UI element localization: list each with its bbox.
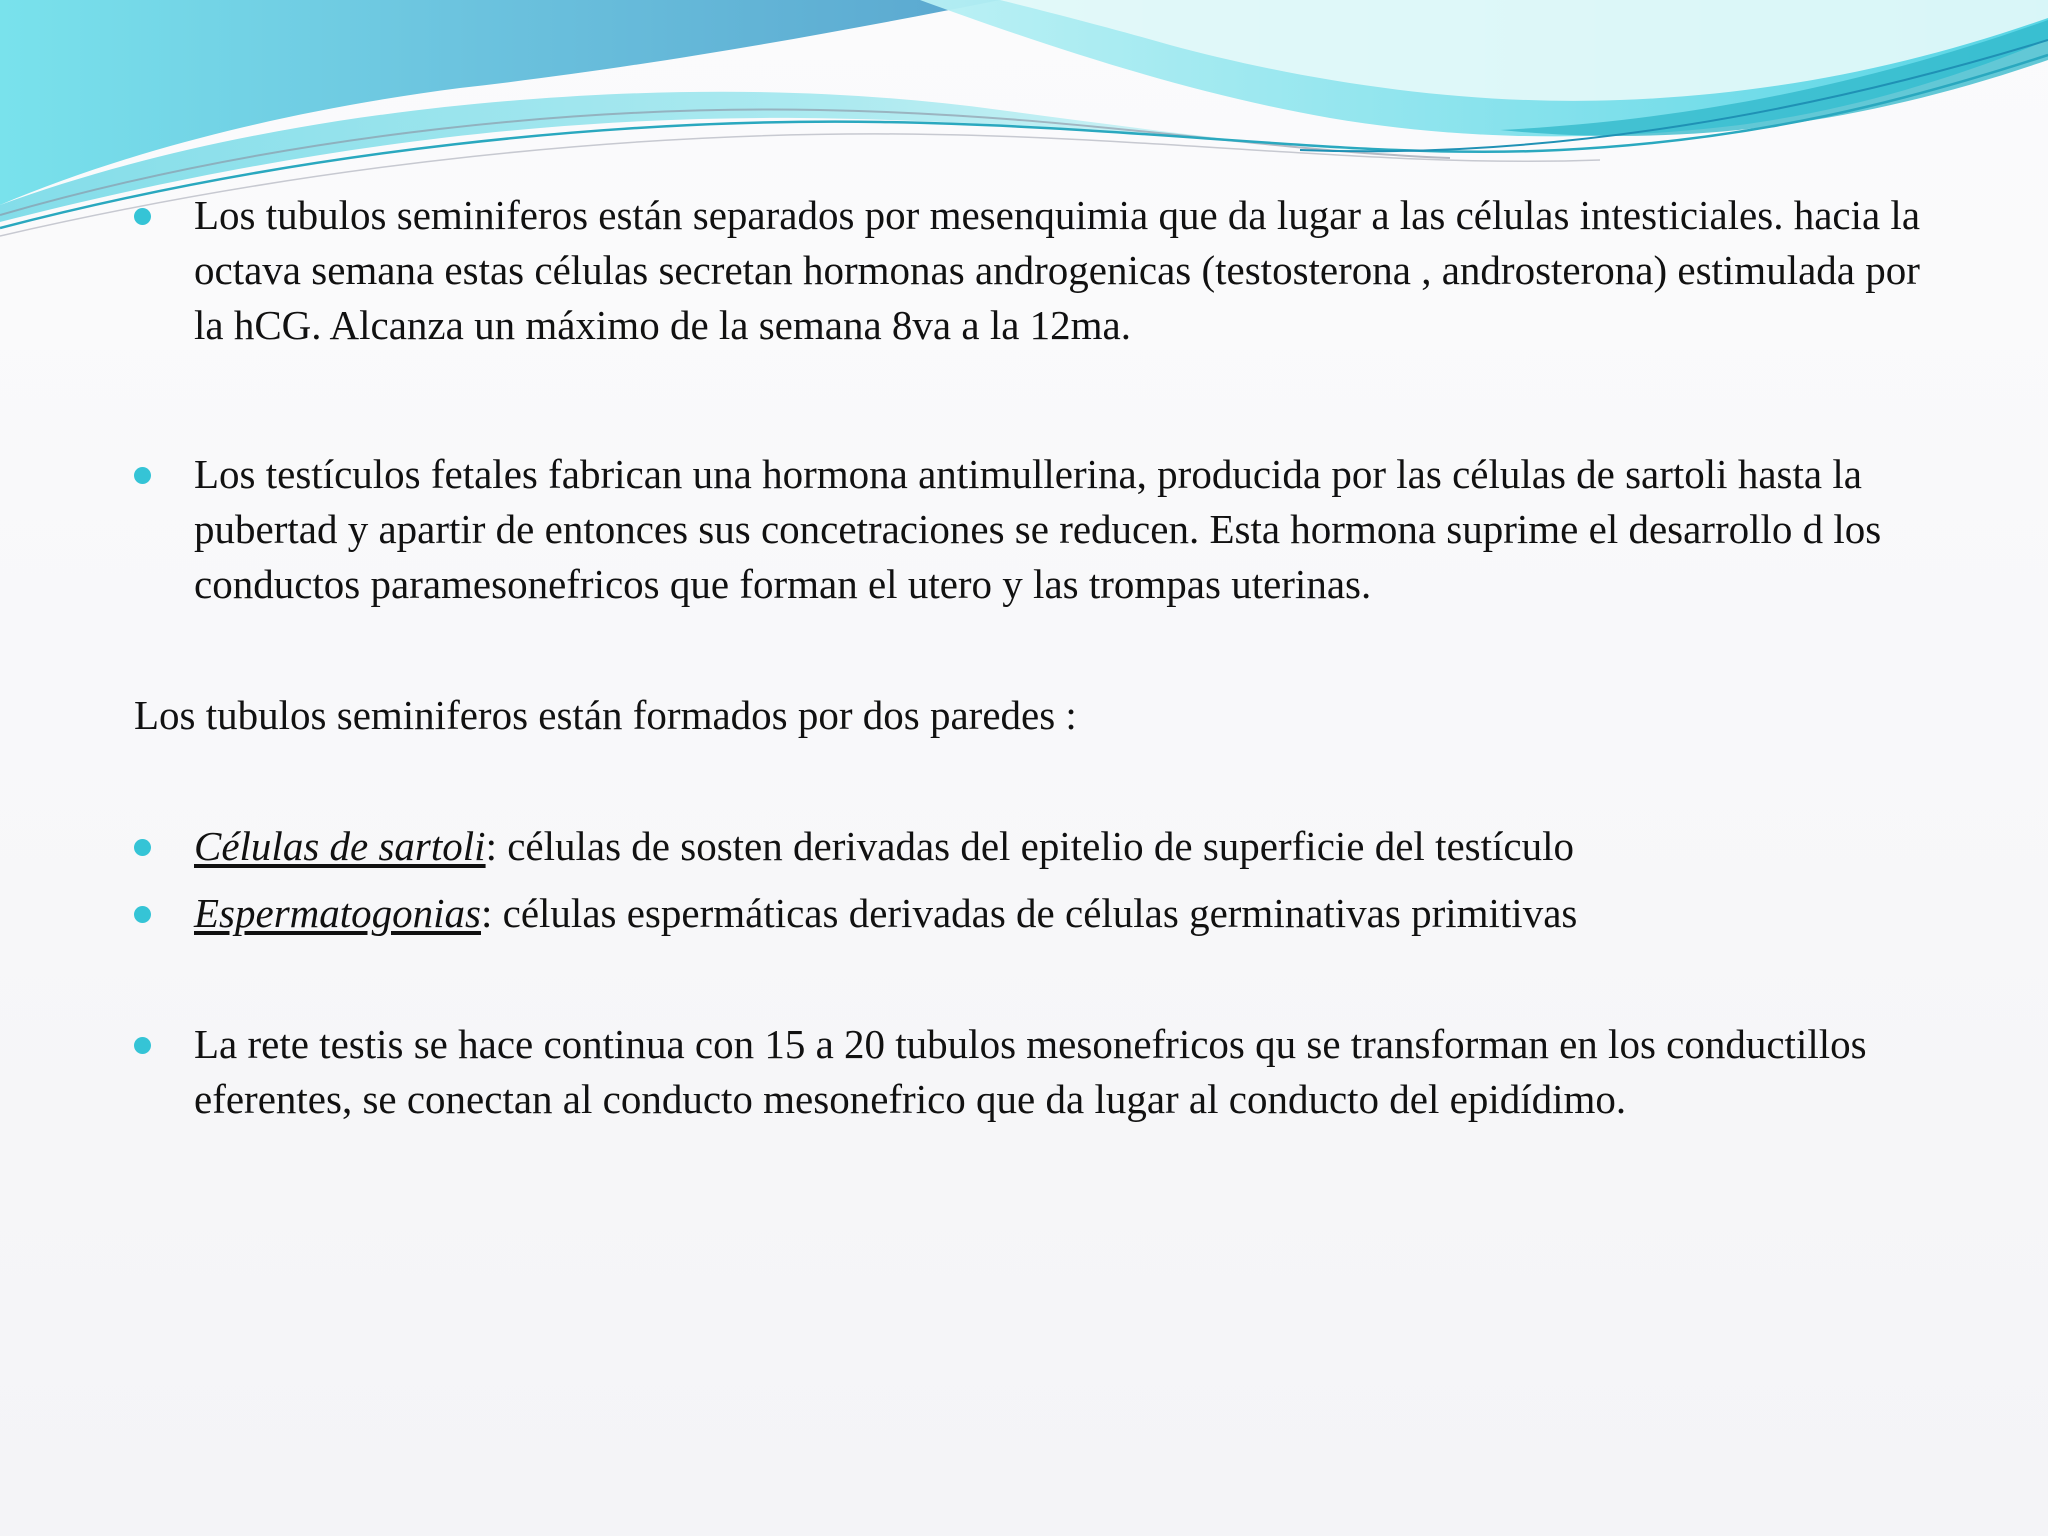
slide-body	[130, 188, 1930, 1127]
bullet-dot-icon	[134, 1037, 151, 1054]
walls-intro: Los tubulos seminiferos están formados por dos paredes :	[134, 692, 1077, 738]
term-sertoli: Células de sartoli	[194, 823, 486, 869]
bullet-dot-icon	[134, 906, 151, 923]
bullet-text: La rete testis se hace continua con 15 a 20 tubulos mesonefricos qu se transforman en los conductillos eferentes, se conectan al conducto mesonefrico que da lugar al conducto del epidídimo.	[194, 1021, 1867, 1122]
bullet-text: Los testículos fetales fabrican una hormona antimullerina, producida por las células de sartoli hasta la pubertad y apartir de entonces sus concetraciones se reducen. Esta hormona suprime el desarrollo d los conductos paramesonefricos que forman el utero y las trompas uterinas.	[194, 451, 1882, 607]
bullet-item	[130, 819, 1930, 874]
bullet-item	[130, 188, 1930, 353]
bullet-item	[130, 1017, 1930, 1127]
term-description: : células de sosten derivadas del epitelio de superficie del testículo	[485, 823, 1574, 869]
bullet-dot-icon	[134, 467, 151, 484]
term-description: : células espermáticas derivadas de células germinativas primitivas	[481, 890, 1578, 936]
bullet-dot-icon	[134, 208, 151, 225]
bullet-item	[130, 447, 1930, 612]
bullet-item	[130, 886, 1930, 941]
bullet-dot-icon	[134, 839, 151, 856]
bullet-text: Los tubulos seminiferos están separados por mesenquimia que da lugar a las células intesticiales. hacia la octava semana estas células secretan hormonas androgenicas (testosterona , androsterona) estimulada por la hCG. Alcanza un máximo de la semana 8va a la 12ma.	[194, 192, 1921, 348]
term-espermatogonias: Espermatogonias	[194, 890, 481, 936]
